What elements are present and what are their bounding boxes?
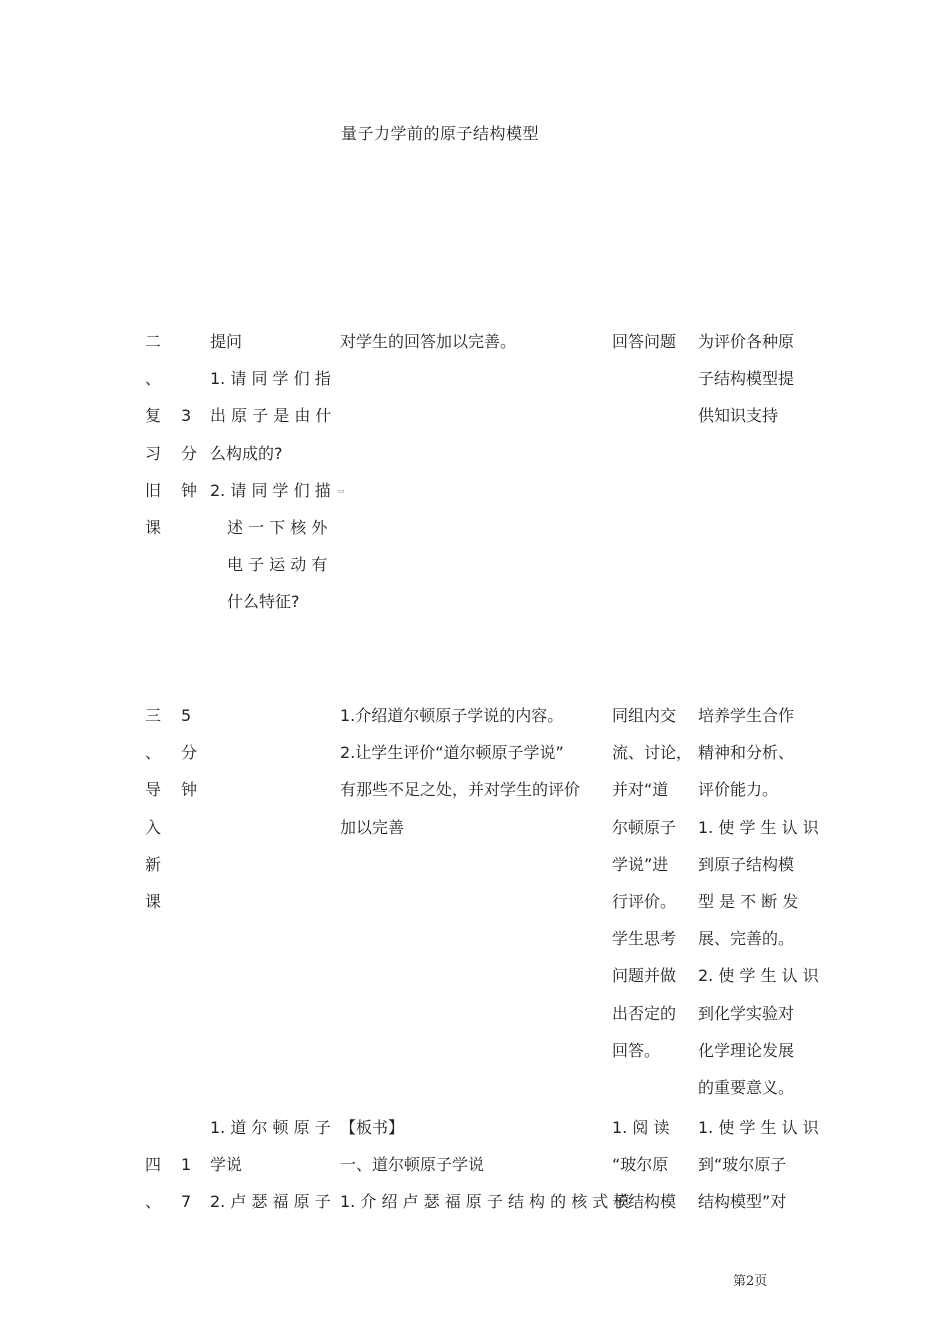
cell-line: 、 bbox=[145, 743, 162, 763]
cell-line: 子结构模 bbox=[612, 1192, 677, 1212]
cell-line: 型 是 不 断 发 bbox=[698, 892, 799, 912]
cell-line: 有那些不足之处，并对学生的评价 bbox=[340, 780, 581, 800]
cell-line: 述 一 下 核 外 bbox=[227, 518, 328, 538]
cell-line: 评价能力。 bbox=[698, 780, 779, 800]
cell-line: 并对“道 bbox=[612, 780, 669, 800]
cell-line: 1. 介 绍 卢 瑟 福 原 子 结 构 的 核 式 模 bbox=[340, 1192, 630, 1212]
cell-line: 回答问题 bbox=[612, 332, 677, 351]
cell-line: 回答。 bbox=[612, 1040, 661, 1060]
cell-line: 2. 请 同 学 们 描 bbox=[210, 480, 331, 500]
cell-line: 二 bbox=[145, 332, 162, 351]
cell-line: 1. 使 学 生 认 识 bbox=[698, 1118, 819, 1137]
cell-line: 课 bbox=[145, 518, 162, 538]
cell-line bbox=[181, 1109, 203, 1146]
cell-line: 结构模型”对 bbox=[698, 1192, 787, 1212]
cell-line: 2. 卢 瑟 福 原 子 bbox=[210, 1192, 331, 1212]
cell-line: 钟 bbox=[181, 780, 198, 800]
cell-line: 习 bbox=[145, 443, 162, 463]
cell-line: 2.让学生评价“道尔顿原子学说” bbox=[340, 743, 564, 763]
time-cell bbox=[181, 697, 203, 809]
cell-line: 对学生的回答加以完善。 bbox=[340, 332, 517, 351]
time-cell bbox=[181, 323, 203, 509]
cell-line: 、 bbox=[145, 1192, 162, 1212]
stage-cell bbox=[145, 1109, 169, 1221]
stage-cell bbox=[145, 697, 169, 920]
cell-line: 学生思考 bbox=[612, 929, 677, 949]
cell-line: 复 bbox=[145, 406, 162, 426]
cell-line: 导 bbox=[145, 780, 162, 800]
cell-line: 问题并做 bbox=[612, 966, 677, 986]
cell-line: 加以完善 bbox=[340, 817, 405, 837]
cell-line bbox=[181, 360, 203, 397]
stage-cell bbox=[145, 323, 169, 546]
cell-line: 学说 bbox=[210, 1155, 243, 1175]
cell-line: 为评价各种原 bbox=[698, 332, 795, 351]
cell-line: 展、完善的。 bbox=[698, 929, 795, 949]
cell-line: 同组内交 bbox=[612, 706, 677, 725]
cell-line bbox=[145, 1109, 169, 1146]
cell-line: 课 bbox=[145, 892, 162, 912]
cell-line: 2. 使 学 生 认 识 bbox=[698, 966, 819, 986]
cell-line: 分 bbox=[181, 443, 198, 463]
teacher-activity-cell bbox=[340, 323, 602, 360]
cell-line: 入 bbox=[145, 817, 162, 837]
cell-line: “玻尔原 bbox=[612, 1155, 669, 1175]
cell-line: 化学理论发展 bbox=[698, 1040, 795, 1060]
paragraph-mark: ▭ bbox=[338, 487, 345, 495]
cell-line: 供知识支持 bbox=[698, 406, 779, 426]
content-cell bbox=[210, 1109, 331, 1221]
time-cell bbox=[181, 1109, 203, 1221]
cell-line: 尔顿原子 bbox=[612, 817, 677, 837]
cell-line bbox=[181, 323, 203, 360]
cell-line: 培养学生合作 bbox=[698, 706, 795, 725]
cell-line: 到化学实验对 bbox=[698, 1003, 795, 1023]
cell-line: 电 子 运 动 有 bbox=[227, 555, 328, 575]
cell-line: 分 bbox=[181, 743, 198, 763]
cell-line: 钟 bbox=[181, 480, 198, 500]
cell-line: 到原子结构模 bbox=[698, 854, 795, 874]
page-number: 第2页 bbox=[733, 1274, 768, 1289]
cell-line: 3 bbox=[181, 406, 192, 426]
cell-line: 新 bbox=[145, 854, 162, 874]
cell-line: 四 bbox=[145, 1155, 162, 1175]
teacher-activity-cell bbox=[340, 697, 602, 846]
teacher-activity-cell bbox=[340, 1109, 630, 1221]
cell-line: 出否定的 bbox=[612, 1003, 677, 1023]
cell-line: 5 bbox=[181, 706, 192, 725]
cell-line: 一、道尔顿原子学说 bbox=[340, 1155, 485, 1175]
cell-line: 1.介绍道尔顿原子学说的内容。 bbox=[340, 706, 564, 725]
cell-line: 出 原 子 是 由 什 bbox=[210, 406, 332, 426]
cell-line: 三 bbox=[145, 706, 162, 725]
cell-line: 的重要意义。 bbox=[698, 1078, 795, 1098]
cell-line: 旧 bbox=[145, 480, 162, 500]
design-intent-cell bbox=[698, 697, 819, 1106]
student-activity-cell bbox=[612, 1109, 686, 1221]
cell-line: 、 bbox=[145, 369, 162, 389]
cell-line: 1. 使 学 生 认 识 bbox=[698, 817, 819, 837]
cell-line: 子结构模型提 bbox=[698, 369, 795, 389]
cell-line: 精神和分析、 bbox=[698, 743, 795, 763]
design-intent-cell bbox=[698, 323, 810, 435]
page-title: 量子力学前的原子结构模型 bbox=[340, 124, 539, 143]
content-cell bbox=[210, 323, 332, 621]
cell-line: 1. 请 同 学 们 指 bbox=[210, 369, 331, 389]
cell-line: 什么特征? bbox=[227, 592, 300, 612]
cell-line: 么构成的? bbox=[210, 443, 283, 463]
student-activity-cell bbox=[612, 323, 686, 360]
cell-line: 学说”进 bbox=[612, 854, 669, 874]
cell-line: 1 bbox=[181, 1155, 192, 1175]
student-activity-cell bbox=[612, 697, 693, 1069]
cell-line: 到“玻尔原子 bbox=[698, 1155, 787, 1175]
design-intent-cell bbox=[698, 1109, 819, 1221]
cell-line: 流、讨论， bbox=[612, 743, 693, 763]
cell-line: 1. 阅 读 bbox=[612, 1118, 670, 1137]
cell-line: 1. 道 尔 顿 原 子 bbox=[210, 1118, 331, 1137]
cell-line: 提问 bbox=[210, 332, 243, 351]
cell-line: 7 bbox=[181, 1192, 192, 1212]
cell-line: 行评价。 bbox=[612, 892, 677, 912]
cell-line: 【板书】 bbox=[340, 1118, 405, 1137]
